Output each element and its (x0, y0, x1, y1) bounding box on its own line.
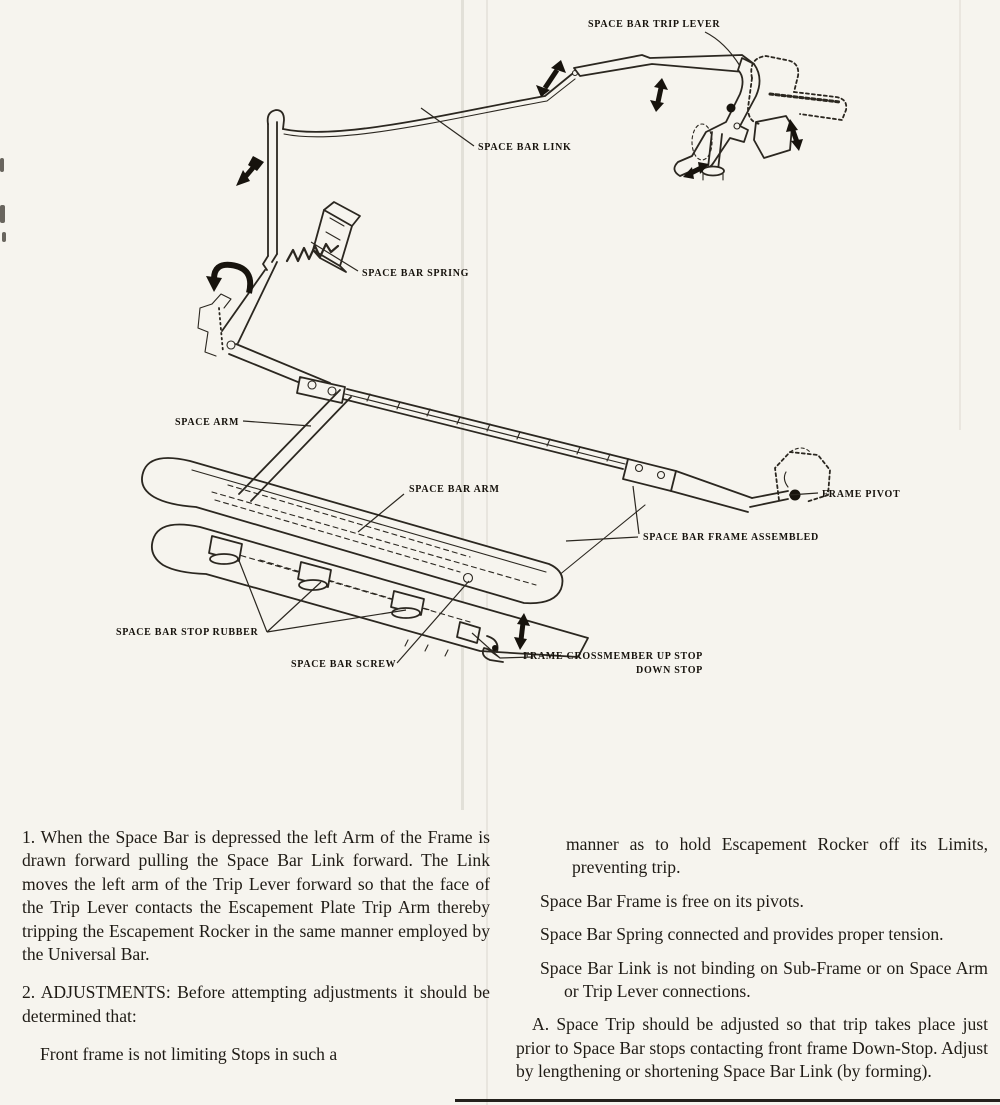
label-space-bar-screw: SPACE BAR SCREW (291, 659, 397, 670)
space-bar-spring-coil (287, 202, 360, 272)
label-space-bar-arm: SPACE BAR ARM (409, 484, 500, 495)
vertical-link-bar (222, 110, 284, 349)
left-text-column (22, 826, 490, 1067)
label-down-stop: DOWN STOP (636, 665, 703, 676)
label-frame-crossmember-up-stop: FRAME CROSSMEMBER UP STOP (523, 651, 703, 662)
motion-arrow (236, 156, 264, 186)
paragraph-a-space-trip: A. Space Trip should be adjusted so that trip takes place just prior to Space Bar stops contacting front frame Down-Stop. Adjust by lengthening or shortening Space Bar Link (by forming). (516, 1014, 988, 1082)
label-space-bar-trip-lever: SPACE BAR TRIP LEVER (588, 19, 721, 30)
space-bar-link-rod (283, 71, 578, 137)
right-text-column (508, 826, 988, 1084)
paragraph-1: 1. When the Space Bar is depressed the left Arm of the Frame is drawn forward pulling the Space Bar Link forward. The Link moves the left arm of the Trip Lever forward so that the face of the Trip Lever contacts the Escapement Plate Trip Arm thereby tripping the Escapement Rocker in the same manner employed by the Universal Bar. (22, 827, 490, 965)
page-bottom-rule (455, 1099, 1000, 1102)
adjustment-item-1: Space Bar Frame is free on its pivots. (540, 890, 804, 911)
label-frame-pivot: FRAME PIVOT (822, 489, 901, 500)
label-space-bar-stop-rubber: SPACE BAR STOP RUBBER (116, 627, 259, 638)
motion-arrow (650, 78, 668, 112)
adjustment-item-2: Space Bar Spring connected and provides proper tension. (540, 924, 944, 945)
label-space-bar-spring: SPACE BAR SPRING (362, 268, 470, 279)
adjustment-item-3: Space Bar Link is not binding on Sub-Frame or on Space Arm or Trip Lever connections. (540, 957, 988, 1002)
frame-left-arm (229, 344, 345, 403)
trip-lever-assembly (574, 55, 792, 180)
label-space-bar-link: SPACE BAR LINK (478, 142, 572, 153)
label-space-bar-frame-assembled: SPACE BAR FRAME ASSEMBLED (643, 532, 819, 543)
paragraph-continuation: manner as to hold Escapement Rocker off its Limits, preventing trip. (566, 834, 988, 878)
paragraph-3: Front frame is not limiting Stops in such a (40, 1044, 338, 1065)
paragraph-2-adjustments: 2. ADJUSTMENTS: Before attempting adjustments it should be determined that: (22, 982, 490, 1026)
frame-top-rail (343, 389, 628, 469)
label-space-arm: SPACE ARM (175, 417, 240, 428)
frame-right-arm (558, 459, 788, 576)
motion-arrow (206, 265, 250, 293)
